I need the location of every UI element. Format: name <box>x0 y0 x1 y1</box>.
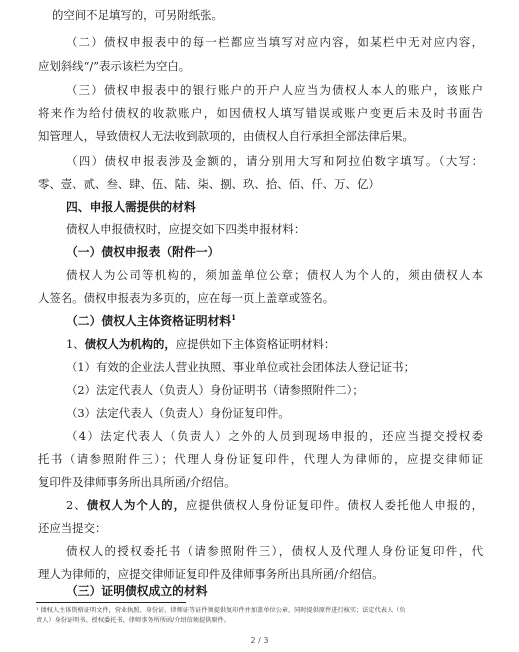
paragraph-line: 知管理人，导致债权人无法收到款项的，由债权人自行承担全部法律后果。 <box>38 129 414 143</box>
paragraph-line: 债权人的授权委托书（请参照附件三），债权人及代理人身份证复印件，代 <box>66 544 483 558</box>
paragraph-line: （四）债权申报表涉及金额的，请分别用大写和阿拉伯数字填写。（大写： <box>66 154 483 168</box>
list-item: （3）法定代表人（负责人）身份证复印件。 <box>66 406 290 420</box>
footnote-separator <box>36 602 186 603</box>
paragraph-line: 理人为律师的，应提交律师证复印件及律师事务所出具所函/介绍信。 <box>38 567 384 581</box>
paragraph-line: （二）债权申报表中的每一栏都应当填写对应内容，如某栏中无对应内容， <box>66 35 483 49</box>
paragraph-line: 的空间不足填写的，可另附纸张。 <box>52 8 223 22</box>
list-item: （1）有效的企业法人营业执照、事业单位或社会团体法人登记证书； <box>66 360 415 374</box>
list-item: （2）法定代表人（负责人）身份证明书（请参照附件二）； <box>66 383 364 397</box>
paragraph-line: 债权人为公司等机构的，须加盖单位公章；债权人为个人的，须由债权人本 <box>66 268 483 282</box>
paragraph-line: 应划斜线“/”表示该栏为空白。 <box>38 59 191 73</box>
paragraph-line: （三）债权申报表中的银行账户的开户人应当为债权人本人的账户，该账户 <box>66 83 483 97</box>
paragraph-line: 托书（请参照附件三）；代理人身份证复印件，代理人为律师的，应提交律师证 <box>38 452 483 466</box>
subsection-heading: （三）证明债权成立的材料 <box>66 584 208 598</box>
footnote-text: ¹ 债权人主体资格证明文件，营业执照、身份证、律师证等证件须提供复印件并加盖单位公章，同时提供原件进行核实；法定代表人（负 <box>36 607 406 614</box>
subsection-heading: （二）债权人主体资格证明材料$^1$ <box>66 313 237 328</box>
list-item: （4）法定代表人（负责人）之外的人员到现场申报的，还应当提交授权委 <box>66 429 483 443</box>
paragraph-line: 人签名。债权申报表为多页的，应在每一页上盖章或签名。 <box>38 291 335 305</box>
paragraph-line: 债权人申报债权时，应提交如下四类申报材料： <box>66 222 306 236</box>
footnote-marker: 1 <box>231 313 237 323</box>
paragraph-line: 零、壹、贰、叁、肆、伍、陆、柒、捌、玖、拾、佰、仟、万、亿） <box>38 177 380 191</box>
page-number: 2 / 3 <box>250 636 269 645</box>
paragraph-line: 复印件及律师事务所出具所函/介绍信。 <box>38 475 236 489</box>
section-heading: 四、申报人需提供的材料 <box>66 200 196 214</box>
paragraph-line: 2、债权人为个人的，应提供债权人身份证复印件。债权人委托他人申报的， <box>66 498 483 512</box>
paragraph-line: 1、债权人为机构的，应提供如下主体资格证明材料： <box>66 337 336 351</box>
paragraph-line: 将来作为给付债权的收款账户，如因债权人填写错误或账户变更后未及时书面告 <box>38 106 483 120</box>
subsection-heading: （一）债权申报表（附件一） <box>66 245 220 259</box>
paragraph-line: 还应当提交： <box>38 521 107 535</box>
footnote-text: 责人）身份证明书、授权委托书、律师事务所所函/介绍信须提供原件。 <box>36 617 230 624</box>
